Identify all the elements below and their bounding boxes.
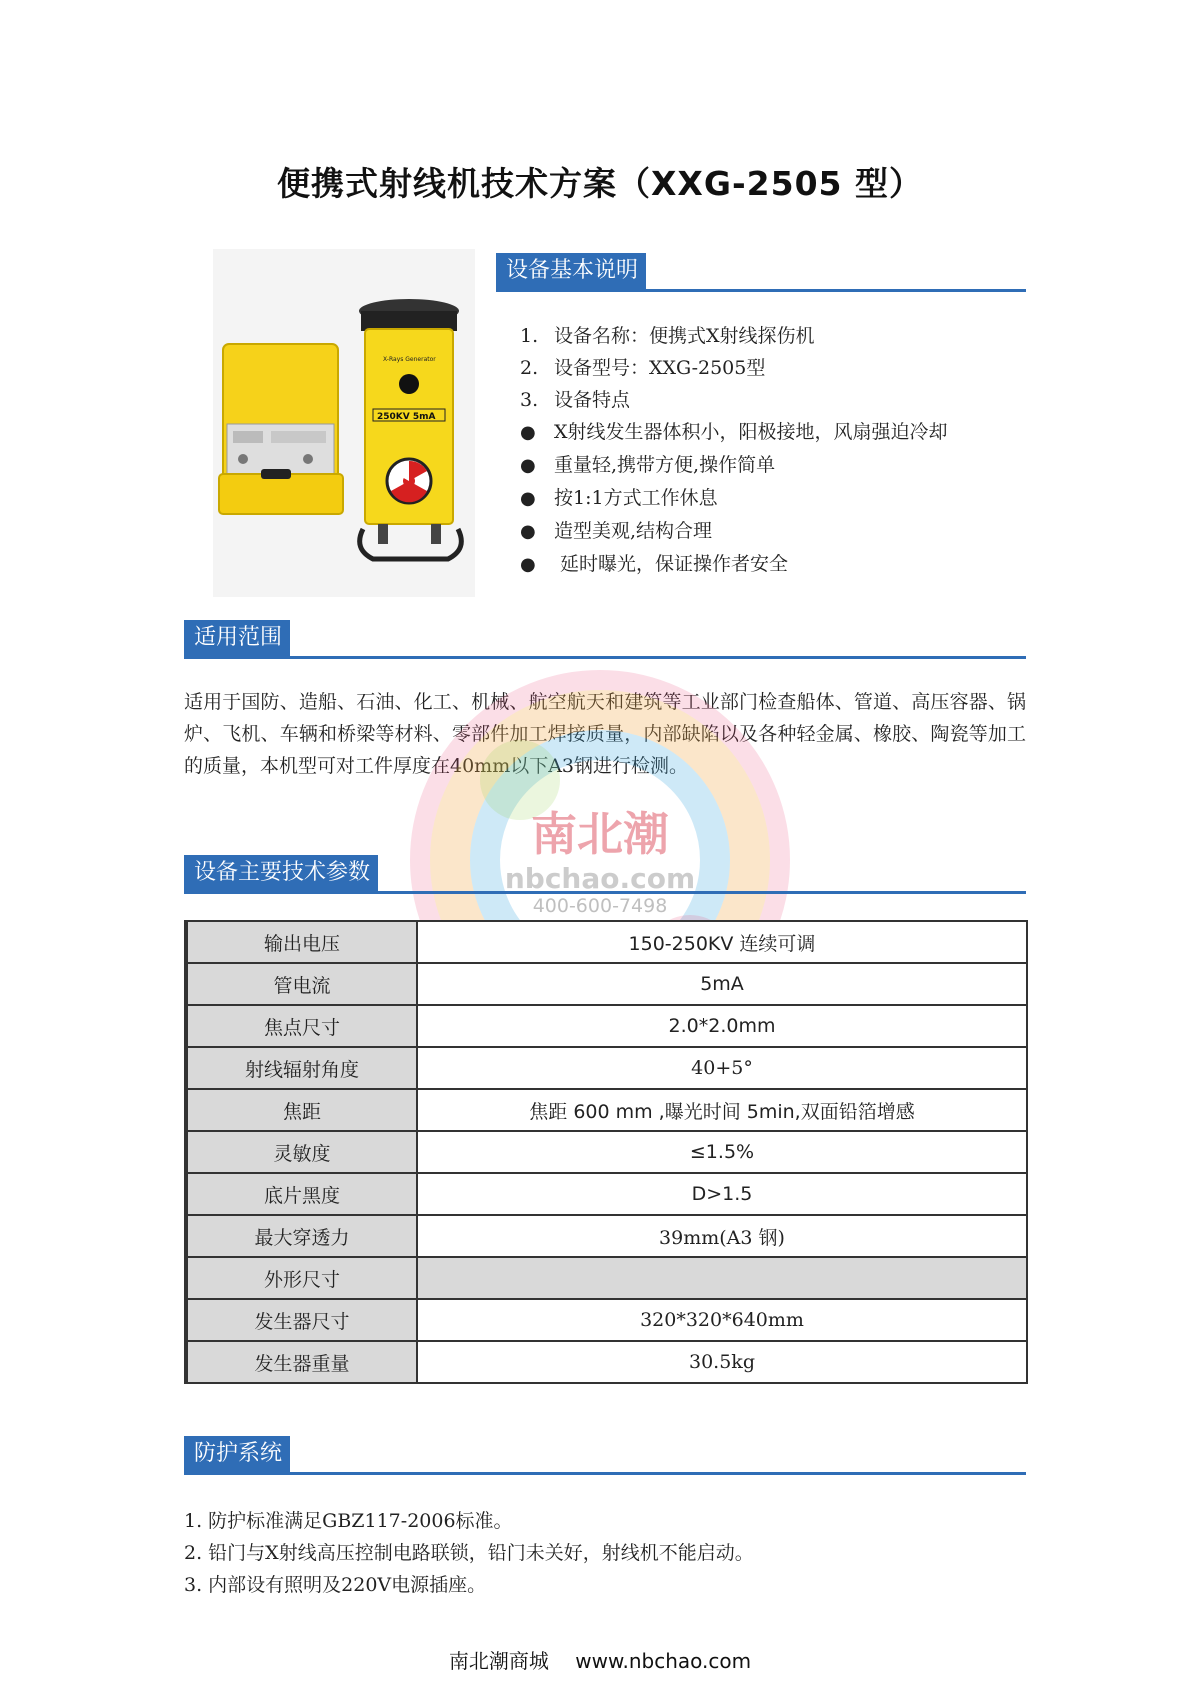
watermark-cn: 南北潮 [531,807,669,861]
table-row: 焦距 焦距 600 mm ,曝光时间 5min,双面铅箔增感 [186,1089,1027,1131]
protect-list [184,1505,754,1601]
feature-item: ● 重量轻,携带方便,操作简单 [520,449,948,482]
table-row: 焦点尺寸 2.0*2.0mm [186,1005,1027,1047]
page-title: 便携式射线机技术方案（XXG-2505 型） [276,164,923,203]
table-row: 最大穿透力 39mm(A3 钢) [186,1215,1027,1257]
product-photo [213,249,475,597]
table-row: 发生器尺寸 320*320*640mm [186,1299,1027,1341]
feature-item: ● 延时曝光，保证操作者安全 [520,548,948,581]
list-item: 3. 内部设有照明及220V电源插座。 [184,1574,487,1596]
section-params-label: 设备主要技术参数 [184,855,378,891]
rating-label: 250KV 5mA [377,412,436,422]
basic-info-list [520,320,948,581]
bullet-icon: ● [520,488,536,509]
watermark-domain: nbchao.com [504,862,696,895]
params-table [184,920,1028,1384]
section-protect-label: 防护系统 [184,1436,290,1472]
feature-item: ● 造型美观,结构合理 [520,515,948,548]
footer-shop: 南北潮商城 [448,1649,549,1673]
xray-machine-illustration [213,249,475,597]
list-item: 1. 防护标准满足GBZ117-2006标准。 [184,1510,513,1532]
scope-paragraph: 适用于国防、造船、石油、化工、机械、航空航天和建筑等工业部门检查船体、管道、高压容器、锅炉、飞机、车辆和桥梁等材料、零部件加工焊接质量，内部缺陷以及各种轻金属、橡胶、陶瓷等加工的质量，本机型可对工件厚度在40mm以下A3钢进行检测。 [184,691,1026,777]
table-row: 输出电压 150-250KV 连续可调 [186,921,1027,963]
table-row: 底片黑度 D>1.5 [186,1173,1027,1215]
feature-item: ● X射线发生器体积小，阳极接地，风扇强迫冷却 [520,416,948,449]
section-params-heading [184,855,1026,894]
section-basic-label: 设备基本说明 [496,253,646,289]
list-item: 2. 铅门与X射线高压控制电路联锁，铅门未关好，射线机不能启动。 [184,1542,754,1564]
section-basic-heading [496,253,1026,292]
brand-label: X-Rays Generator [383,356,436,363]
table-row: 外形尺寸 [186,1257,1027,1299]
list-item: 2. 设备型号：XXG-2505型 [520,357,766,379]
list-item: 3. 设备特点 [520,389,631,411]
bullet-icon: ● [520,521,536,542]
bullet-icon: ● [520,554,536,575]
bullet-icon: ● [520,422,536,443]
table-row: 射线辐射角度 40+5° [186,1047,1027,1089]
table-row: 管电流 5mA [186,963,1027,1005]
section-protect-heading [184,1436,1026,1475]
section-scope-heading [184,620,1026,659]
section-scope-label: 适用范围 [184,620,290,656]
bullet-icon: ● [520,455,536,476]
watermark-phone: 400-600-7498 [532,895,668,917]
footer [0,1645,1200,1674]
table-row: 灵敏度 ≤1.5% [186,1131,1027,1173]
table-row: 发生器重量 30.5kg [186,1341,1027,1383]
footer-url: www.nbchao.com [575,1649,752,1673]
feature-item: ● 按1:1方式工作休息 [520,482,948,515]
list-item: 1. 设备名称：便携式X射线探伤机 [520,325,815,347]
